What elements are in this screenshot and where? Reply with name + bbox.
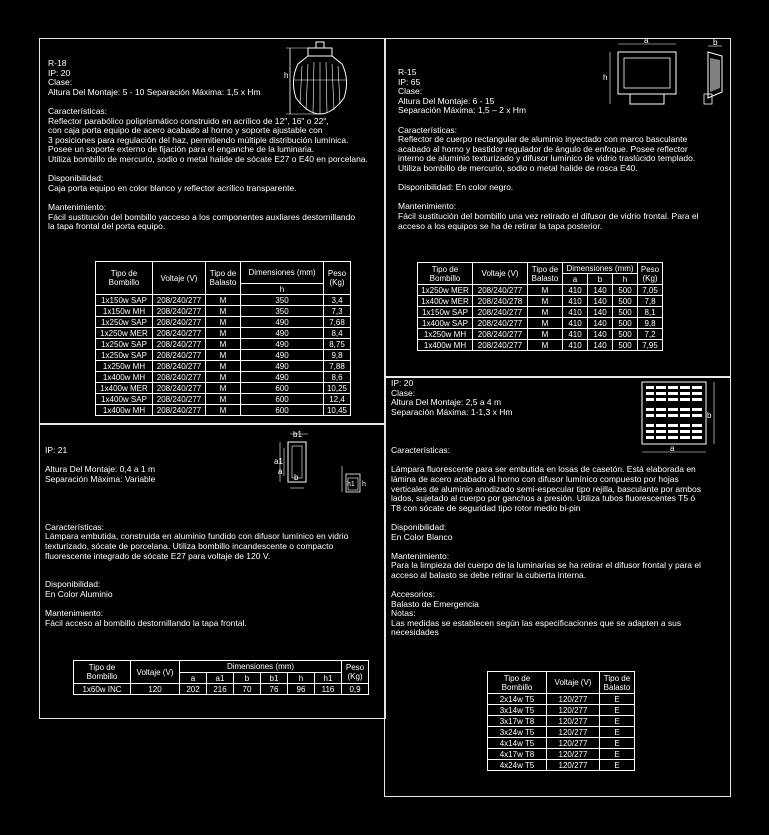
- table-cell: M: [528, 340, 563, 351]
- text-line: Altura Del Montaje: 5 - 10 Separación Máxima: 1,5 x Hm: [48, 86, 261, 97]
- table-cell: 490: [241, 361, 324, 372]
- text-line: fluorescente integrado de sócate E27 para voltaje de 120 V.: [45, 550, 271, 561]
- table-cell: 120/277: [547, 716, 600, 727]
- text-line: Separación Máxima: 1-1,3 x Hm: [391, 406, 513, 417]
- table-cell: 208/240/277: [473, 329, 528, 340]
- r18-luminaire-drawing: [278, 40, 358, 118]
- table-cell: 208/240/277: [473, 307, 528, 318]
- text-line: Clase:: [48, 77, 73, 88]
- table-cell: 7,3: [324, 306, 351, 317]
- ip20-fluorescent-drawing: [636, 378, 726, 458]
- r18-col-header-3: Dimensiones (mm): [241, 262, 324, 284]
- table-cell: M: [528, 318, 563, 329]
- table-cell: 120: [131, 684, 180, 695]
- table-cell: 120/277: [547, 727, 600, 738]
- table-cell: 1x400w MER: [418, 296, 473, 307]
- table-cell: 1x400w MH: [96, 405, 153, 416]
- r15-col-header-4: Peso (Kg): [638, 263, 663, 285]
- table-cell: 600: [241, 383, 324, 394]
- table-row: [418, 329, 663, 340]
- text-line: lámina de acero acabado al horno con difusor lumínico compuesto por hojas: [391, 473, 679, 484]
- table-cell: 9,8: [638, 318, 663, 329]
- table-row: [96, 405, 351, 416]
- ip21-spec-table: [73, 660, 369, 695]
- table-cell: 208/240/277: [153, 350, 206, 361]
- table-cell: 500: [613, 329, 638, 340]
- ip21-col-header-2: Dimensiones (mm): [180, 661, 342, 673]
- ip21-subheader-a1: a1: [207, 673, 234, 684]
- table-cell: 7,05: [638, 285, 663, 296]
- r15-col-header-1: Voltaje (V): [473, 263, 528, 285]
- table-cell: 600: [241, 394, 324, 405]
- table-row: [488, 727, 635, 738]
- r15-floodlight-drawing: [600, 38, 728, 112]
- table-cell: 208/240/277: [153, 394, 206, 405]
- r15-spec-table: [417, 262, 663, 351]
- table-cell: 410: [563, 307, 588, 318]
- table-cell: 410: [563, 285, 588, 296]
- ip20-col-header-0: Tipo de Bombillo: [488, 672, 547, 694]
- text-line: necesidades: [391, 627, 439, 638]
- text-line: Utiliza bombillo de mercurio, sodio o metal halide de rosca E40.: [398, 162, 638, 173]
- table-cell: M: [206, 361, 241, 372]
- ip21-subheader-h: h: [288, 673, 315, 684]
- ip21-subheader-b: b: [234, 673, 261, 684]
- ip21-dim-h1: h1: [347, 481, 355, 488]
- table-cell: 1x250w SAP: [96, 350, 153, 361]
- table-row: [488, 694, 635, 705]
- text-line: Reflector parabólico poliprismático construido en acrílico de 12", 16" o 22",: [48, 115, 329, 126]
- table-cell: 208/240/277: [473, 285, 528, 296]
- table-cell: M: [528, 296, 563, 307]
- table-cell: 410: [563, 340, 588, 351]
- table-cell: M: [206, 328, 241, 339]
- text-line: Clase:: [391, 387, 416, 398]
- text-line: Lámpara fluorescente para ser embutida en losas de casetón. Está elaborada en: [391, 464, 696, 475]
- table-row: [96, 383, 351, 394]
- text-line: Las medidas se establecen según las especificaciones que se adapten a sus: [391, 617, 682, 628]
- table-cell: 208/240/277: [473, 340, 528, 351]
- text-line: acabado al horno y bastidor regulador de ángulo de enfoque. Posee reflector: [398, 143, 688, 154]
- table-cell: 7,2: [638, 329, 663, 340]
- text-line: Disponibilidad:: [391, 521, 447, 532]
- table-cell: 140: [588, 340, 613, 351]
- table-cell: 12,4: [324, 394, 351, 405]
- ip21-col-header-1: Voltaje (V): [131, 661, 180, 684]
- ip21-dim-b: b: [294, 473, 299, 482]
- text-line: Fácil acceso al bombillo destornillando la tapa frontal.: [45, 617, 247, 628]
- table-cell: M: [528, 329, 563, 340]
- text-line: Accesorios:: [391, 589, 435, 600]
- text-line: En Color Blanco: [391, 531, 453, 542]
- r15-subheader-h: h: [613, 274, 638, 285]
- table-row: [96, 317, 351, 328]
- table-cell: 7,95: [638, 340, 663, 351]
- table-cell: 7,68: [324, 317, 351, 328]
- table-cell: 8,75: [324, 339, 351, 350]
- r18-col-header-0: Tipo de Bombillo: [96, 262, 153, 295]
- table-cell: 3x14w T5: [488, 705, 547, 716]
- table-cell: 216: [207, 684, 234, 695]
- text-line: Características:: [48, 105, 108, 116]
- text-line: Disponibilidad: En color negro.: [398, 182, 514, 193]
- table-cell: 10,45: [324, 405, 351, 416]
- text-line: IP: 20: [391, 378, 414, 388]
- text-line: Separación Máxima: 1,5 – 2 x Hm: [398, 105, 527, 116]
- text-line: interno de aluminio texturizado y difusor lumínico de vidrio traslúcido templado.: [398, 153, 696, 164]
- text-line: Balasto de Emergencia: [391, 598, 479, 609]
- table-cell: 7,8: [638, 296, 663, 307]
- text-line: R-15: [398, 67, 417, 77]
- r18-col-header-1: Voltaje (V): [153, 262, 206, 295]
- table-row: [96, 372, 351, 383]
- table-cell: 116: [315, 684, 342, 695]
- table-row: [96, 361, 351, 372]
- text-line: Características:: [391, 445, 451, 456]
- table-row: [418, 296, 663, 307]
- r18-col-header-4: Peso (Kg): [324, 262, 351, 295]
- table-cell: 208/240/277: [153, 405, 206, 416]
- table-cell: 1x60w INC: [74, 684, 131, 695]
- table-cell: 208/240/277: [153, 317, 206, 328]
- table-cell: 350: [241, 306, 324, 317]
- table-cell: E: [600, 749, 635, 760]
- table-cell: E: [600, 716, 635, 727]
- ip20-dim-a: a: [670, 444, 675, 453]
- text-line: IP: 20: [48, 67, 71, 78]
- table-row: [488, 716, 635, 727]
- ip21-subheader-a: a: [180, 673, 207, 684]
- table-cell: 490: [241, 372, 324, 383]
- table-cell: 410: [563, 318, 588, 329]
- table-cell: 1x150w MH: [96, 306, 153, 317]
- table-cell: 3x17w T8: [488, 716, 547, 727]
- table-cell: 1x400w MH: [418, 340, 473, 351]
- text-line: Fácil sustitución del bombillo yacceso a los componentes auxliares destornillando: [48, 211, 356, 222]
- table-cell: 1x250w MER: [418, 285, 473, 296]
- text-line: verticales de aluminio anodizado semi-especular tipo rejilla, basculante por ambos: [391, 483, 701, 494]
- ip21-subheader-h1: h1: [315, 673, 342, 684]
- table-cell: E: [600, 694, 635, 705]
- table-cell: 1x400w MH: [96, 372, 153, 383]
- r18-col-header-2: Tipo de Balasto: [206, 262, 241, 295]
- text-line: lados, sujetado al cuerpo por ganchos a presión. Utiliza tubos fluorescentes T5 ó: [391, 493, 696, 504]
- ip21-recessed-light-drawing: [268, 428, 378, 494]
- text-line: Para la limpieza del cuerpo de la luminarias se ha retirar el difusor frontal y para el: [391, 560, 701, 571]
- text-line: T8 con sócate de seguridad tipo rotor medio bi-pin: [391, 502, 581, 513]
- r15-dim-b: b: [713, 38, 718, 47]
- table-cell: 140: [588, 329, 613, 340]
- text-line: Clase:: [398, 86, 423, 97]
- table-cell: 10,25: [324, 383, 351, 394]
- table-cell: 8,4: [324, 328, 351, 339]
- r15-dim-h: h: [603, 73, 608, 82]
- table-cell: 208/240/277: [153, 372, 206, 383]
- table-cell: E: [600, 760, 635, 771]
- table-cell: 208/240/277: [153, 361, 206, 372]
- table-cell: 500: [613, 340, 638, 351]
- table-cell: 120/277: [547, 705, 600, 716]
- r15-col-header-2: Tipo de Balasto: [528, 263, 563, 285]
- text-line: [391, 580, 701, 590]
- table-row: [418, 318, 663, 329]
- table-cell: M: [206, 350, 241, 361]
- text-line: Características:: [398, 124, 458, 135]
- table-cell: 70: [234, 684, 261, 695]
- table-row: [418, 285, 663, 296]
- table-cell: M: [528, 285, 563, 296]
- text-line: 3 posiciones para regulación del haz, permitiendo múltiple distribución lumínica.: [48, 134, 349, 145]
- text-line: Posee un soporte externo de fijación para el enganche de la luminaria.: [48, 144, 315, 155]
- table-cell: 350: [241, 295, 324, 306]
- table-cell: 410: [563, 296, 588, 307]
- table-cell: 1x400w SAP: [418, 318, 473, 329]
- table-cell: 208/240/277: [473, 318, 528, 329]
- table-row: [418, 307, 663, 318]
- r15-subheader-b: b: [588, 274, 613, 285]
- table-cell: M: [206, 295, 241, 306]
- table-cell: M: [206, 317, 241, 328]
- r18-subheader-h: h: [241, 284, 324, 295]
- table-cell: 500: [613, 318, 638, 329]
- text-line: Altura Del Montaje: 6 - 15: [398, 95, 495, 106]
- table-cell: 490: [241, 317, 324, 328]
- table-cell: M: [206, 339, 241, 350]
- text-line: Disponibilidad:: [45, 579, 101, 590]
- table-row: [96, 394, 351, 405]
- table-cell: 490: [241, 339, 324, 350]
- table-cell: M: [206, 405, 241, 416]
- table-cell: 120/277: [547, 738, 600, 749]
- table-cell: E: [600, 738, 635, 749]
- table-cell: 600: [241, 405, 324, 416]
- table-cell: 96: [288, 684, 315, 695]
- text-line: Fácil sustitución del bombillo una vez retirado el difusor de vidrio frontal. Para el: [398, 210, 699, 221]
- table-cell: 4x14w T5: [488, 738, 547, 749]
- r18-spec-table: [95, 261, 351, 416]
- table-cell: M: [206, 372, 241, 383]
- text-line: IP: 21: [45, 445, 68, 455]
- table-cell: 490: [241, 328, 324, 339]
- table-row: [96, 350, 351, 361]
- table-row: [96, 339, 351, 350]
- table-cell: 2x14w T5: [488, 694, 547, 705]
- table-row: [488, 738, 635, 749]
- ip21-col-header-0: Tipo de Bombillo: [74, 661, 131, 684]
- text-line: R-18: [48, 58, 67, 68]
- text-line: con caja porta equipo de acero acabado al horno y soporte ajustable con: [48, 125, 323, 136]
- text-line: [45, 494, 348, 504]
- text-line: Lámpara embutida, construida en aluminio fundido con difusor lumínico en vidrio: [45, 531, 349, 542]
- text-line: texturizado, sócate de porcelana. Utiliza bombillo incandescente o compacto: [45, 540, 334, 551]
- table-row: [488, 760, 635, 771]
- table-cell: 1x150w SAP: [96, 295, 153, 306]
- table-cell: 9,8: [324, 350, 351, 361]
- table-cell: 0,9: [342, 684, 369, 695]
- table-cell: 208/240/277: [153, 328, 206, 339]
- table-cell: 208/240/278: [473, 296, 528, 307]
- table-row: [96, 306, 351, 317]
- table-cell: 208/240/277: [153, 339, 206, 350]
- text-line: Mantenimiento:: [48, 201, 107, 212]
- ip21-col-header-3: Peso (Kg): [342, 661, 369, 684]
- table-cell: 3,4: [324, 295, 351, 306]
- table-row: [488, 749, 635, 760]
- table-cell: 202: [180, 684, 207, 695]
- table-row: [74, 684, 369, 695]
- text-line: Separación Máxima: Variable: [45, 473, 156, 484]
- table-cell: 8,6: [324, 372, 351, 383]
- r15-subheader-a: a: [563, 274, 588, 285]
- r15-col-header-0: Tipo de Bombillo: [418, 263, 473, 285]
- ip21-dim-b1: b1: [293, 430, 302, 439]
- text-line: la tapa frontal del porta equipo.: [48, 221, 166, 232]
- text-line: Notas:: [391, 608, 416, 619]
- r15-col-header-3: Dimensiones (mm): [563, 263, 638, 274]
- table-cell: 1x150w SAP: [418, 307, 473, 318]
- table-cell: 500: [613, 296, 638, 307]
- ip21-dim-a1: a1: [274, 457, 283, 466]
- table-cell: 4x24w T5: [488, 760, 547, 771]
- ip21-dim-a: a: [278, 467, 283, 476]
- text-line: Caja porta equipo en color blanco y reflector acrílico transparente.: [48, 182, 297, 193]
- table-cell: 76: [261, 684, 288, 695]
- text-line: Mantenimiento:: [391, 550, 450, 561]
- table-cell: 3x24w T5: [488, 727, 547, 738]
- table-cell: 410: [563, 329, 588, 340]
- table-cell: 1x400w MER: [96, 383, 153, 394]
- table-cell: 208/240/277: [153, 383, 206, 394]
- text-line: Características:: [45, 521, 105, 532]
- table-row: [418, 340, 663, 351]
- ip20-dim-b: b: [707, 411, 712, 420]
- table-row: [96, 328, 351, 339]
- table-cell: M: [206, 306, 241, 317]
- table-cell: 1x400w SAP: [96, 394, 153, 405]
- table-cell: 1x250w MH: [418, 329, 473, 340]
- table-cell: 1x250w SAP: [96, 317, 153, 328]
- text-line: Disponibilidad:: [48, 173, 104, 184]
- table-cell: 140: [588, 307, 613, 318]
- text-line: Utiliza bombillo de mercurio, sodio o metal halide de sócate E27 o E40 en porcelana.: [48, 153, 368, 164]
- table-cell: 120/277: [547, 760, 600, 771]
- table-cell: 500: [613, 285, 638, 296]
- table-cell: 1x250w SAP: [96, 339, 153, 350]
- table-cell: 120/277: [547, 694, 600, 705]
- text-line: acceso a los equipos se ha de retirar la tapa posterior.: [398, 220, 603, 231]
- table-cell: 8,1: [638, 307, 663, 318]
- table-cell: E: [600, 727, 635, 738]
- table-cell: 1x250w MH: [96, 361, 153, 372]
- table-cell: 208/240/277: [153, 306, 206, 317]
- text-line: acceso al balasto se debe retirar la cubierta interna.: [391, 569, 587, 580]
- table-cell: 4x17w T8: [488, 749, 547, 760]
- table-cell: 500: [613, 307, 638, 318]
- table-cell: 490: [241, 350, 324, 361]
- table-cell: 140: [588, 285, 613, 296]
- table-cell: 140: [588, 296, 613, 307]
- text-line: [45, 561, 348, 571]
- text-line: Reflector de cuerpo rectangular de aluminio inyectado con marco basculante: [398, 134, 688, 145]
- text-line: Altura Del Montaje: 0,4 a 1 m: [45, 464, 156, 475]
- table-cell: 120/277: [547, 749, 600, 760]
- table-cell: 1x250w MER: [96, 328, 153, 339]
- ip20-spec-table: [487, 671, 635, 771]
- table-cell: 208/240/277: [153, 295, 206, 306]
- table-row: [96, 295, 351, 306]
- r15-dim-a: a: [644, 38, 649, 45]
- table-cell: 140: [588, 318, 613, 329]
- ip21-subheader-b1: b1: [261, 673, 288, 684]
- ip20-col-header-2: Tipo de Balasto: [600, 672, 635, 694]
- text-line: IP: 65: [398, 76, 421, 87]
- text-line: Altura Del Montaje: 2,5 a 4 m: [391, 397, 502, 408]
- table-cell: M: [206, 383, 241, 394]
- table-cell: E: [600, 705, 635, 716]
- table-cell: M: [528, 307, 563, 318]
- ip20-col-header-1: Voltaje (V): [547, 672, 600, 694]
- table-cell: 7,88: [324, 361, 351, 372]
- table-cell: M: [206, 394, 241, 405]
- table-row: [488, 705, 635, 716]
- text-line: [45, 504, 348, 514]
- r18-dim-h: h: [284, 71, 289, 80]
- text-line: En Color Aluminio: [45, 588, 113, 599]
- text-line: Mantenimiento:: [398, 201, 457, 212]
- ip21-dim-h: h: [362, 481, 366, 488]
- text-line: Mantenimiento:: [45, 608, 104, 619]
